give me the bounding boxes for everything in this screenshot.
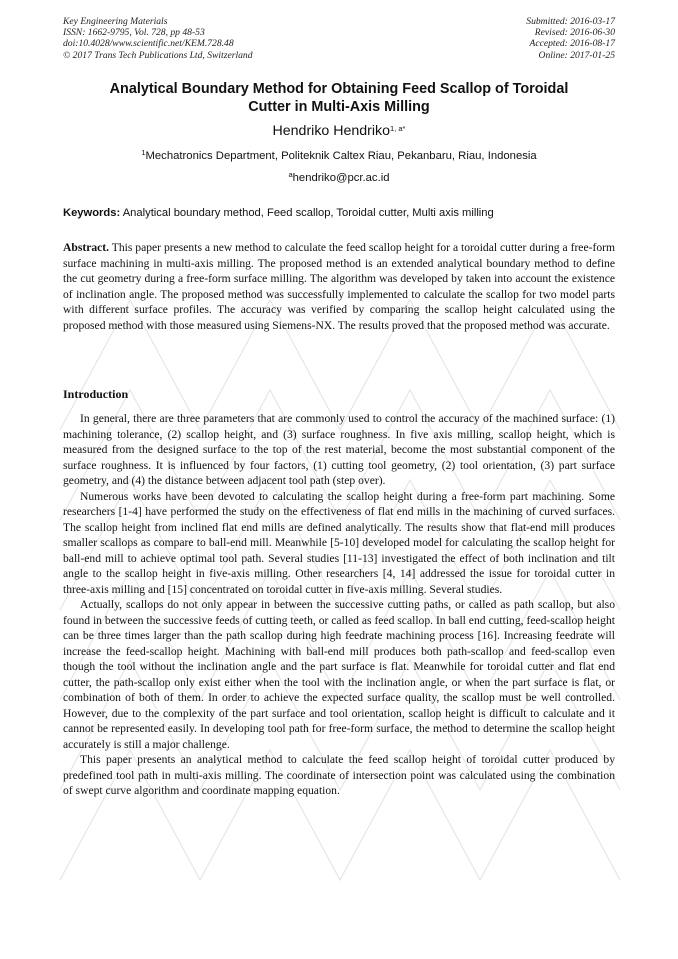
journal-info xyxy=(63,16,253,61)
paragraph: Actually, scallops do not only appear in between the successive cutting paths, or called as path scallop, but also found in between the successive feeds of cutting teeth, or called as feed scallop. In ball end cutting, feed-scallop height can be three times larger than the path scallop during high feedrate machining process [16]. Increasing feedrate will increase the feed-scallop height. Machining with ball-end mill produces both path-scallop and feed-scallop even though the tool without the inclination angle and the part surface is flat. Meanwhile for toroidal cutter and flat end cutter, the path-scallop only exist either when the tool with the inclination angle, or when the part surface is flat, or combination of both of them. In order to achieve the expected surface quality, the scallop must be well controlled. However, due to the complexity of the part surface and tool orientation, scallop height is difficult to calculate and it cannot be represented easily. In developing tool path for free-form surface, the method to determine the scallop height accurately is still a major challenge. xyxy=(63,598,615,751)
keywords-label: Keywords: xyxy=(63,207,121,219)
title-line-1: Analytical Boundary Method for Obtaining Feed Scallop of Toroidal xyxy=(109,81,569,97)
author-email xyxy=(63,171,615,185)
title-line-2: Cutter in Multi-Axis Milling xyxy=(248,99,430,115)
date-submitted: Submitted: 2016-03-17 xyxy=(526,16,615,27)
email-mark: a xyxy=(288,170,293,179)
journal-issn: ISSN: 1662-9795, Vol. 728, pp 48-53 xyxy=(63,27,205,39)
introduction-body xyxy=(63,411,615,799)
email-address: hendriko@pcr.ac.id xyxy=(292,172,390,184)
abstract xyxy=(63,240,615,333)
abstract-text: This paper presents a new method to calculate the feed scallop height for a toroidal cutter during a free-form surface machining in multi-axis milling. The proposed method is an extended analytical boundary method to define the cut geometry during a free-form surface milling. The algorithm was developed by taken into account the existence of inclination angle. The proposed method was successfully implemented to calculate the scallop for two model parts with different surface profiles. The accuracy was verified by comparing the scallop height calculated using the proposed method with those measured using Siemens-NX. The results proved that the proposed method was accurate. xyxy=(63,241,615,332)
author-line xyxy=(63,123,615,140)
date-accepted: Accepted: 2016-08-17 xyxy=(529,38,615,50)
journal-doi: doi:10.4028/www.scientific.net/KEM.728.48 xyxy=(63,38,234,50)
section-heading-introduction: Introduction xyxy=(63,387,129,401)
journal-copyright: © 2017 Trans Tech Publications Ltd, Switzerland xyxy=(63,49,253,61)
paragraph: This paper presents an analytical method to calculate the feed scallop height of toroidal cutter produced by predefined tool path in multi-axis milling. The coordinate of intersection point was calculated using the combination of swept curve algorithm and coordinate mapping equation. xyxy=(63,753,615,797)
author-name: Hendriko Hendriko xyxy=(272,123,391,139)
paragraph: Numerous works have been devoted to calculating the scallop height during a free-form part machining. Some researchers [1-4] have performed the study on the effectiveness of flat end mills in the machining of curved surfaces. The scallop height from inclined flat end mills are defined analytically. The results show that flat-end mill produces smaller scallops as compare to ball-end mill. Meanwhile [5-10] developed model for calculating the scallop height for ball-end mill to achieve optimal tool path. Several studies [11-13] investigated the effect of both inclination and tilt angle to the scallop height in five-axis milling. Other researchers [4, 14] addressed the issue for toroidal cutter in three-axis milling and [15] concentrated on toroidal cutter in five-axis milling. Several studies. xyxy=(63,489,615,596)
affiliation xyxy=(63,149,615,163)
keywords-text: Analytical boundary method, Feed scallop, Toroidal cutter, Multi axis milling xyxy=(122,207,494,219)
date-online: Online: 2017-01-25 xyxy=(538,49,615,61)
date-revised: Revised: 2016-06-30 xyxy=(534,27,615,39)
abstract-label: Abstract. xyxy=(63,241,110,254)
paper-title xyxy=(63,80,615,116)
affiliation-text: Mechatronics Department, Politeknik Caltex Riau, Pekanbaru, Riau, Indonesia xyxy=(145,150,537,162)
affiliation-mark: 1 xyxy=(141,148,146,157)
journal-name: Key Engineering Materials xyxy=(63,16,168,27)
publication-dates xyxy=(526,16,615,61)
keywords xyxy=(63,206,615,220)
author-affiliation-mark: 1, a* xyxy=(390,124,406,133)
paragraph: In general, there are three parameters that are commonly used to control the accuracy of the machined surface: (1) machining tolerance, (2) scallop height, and (3) surface roughness. In five axis milling, scallop height, which is measured from the designed surface to the top of the rest material, become the most substantial component of the surface roughness. It is influenced by four factors, (1) cutting tool geometry, (2) tool orientation, (3) part surface geometry, and (4) the distance between adjacent tool path (step over). xyxy=(63,412,615,487)
